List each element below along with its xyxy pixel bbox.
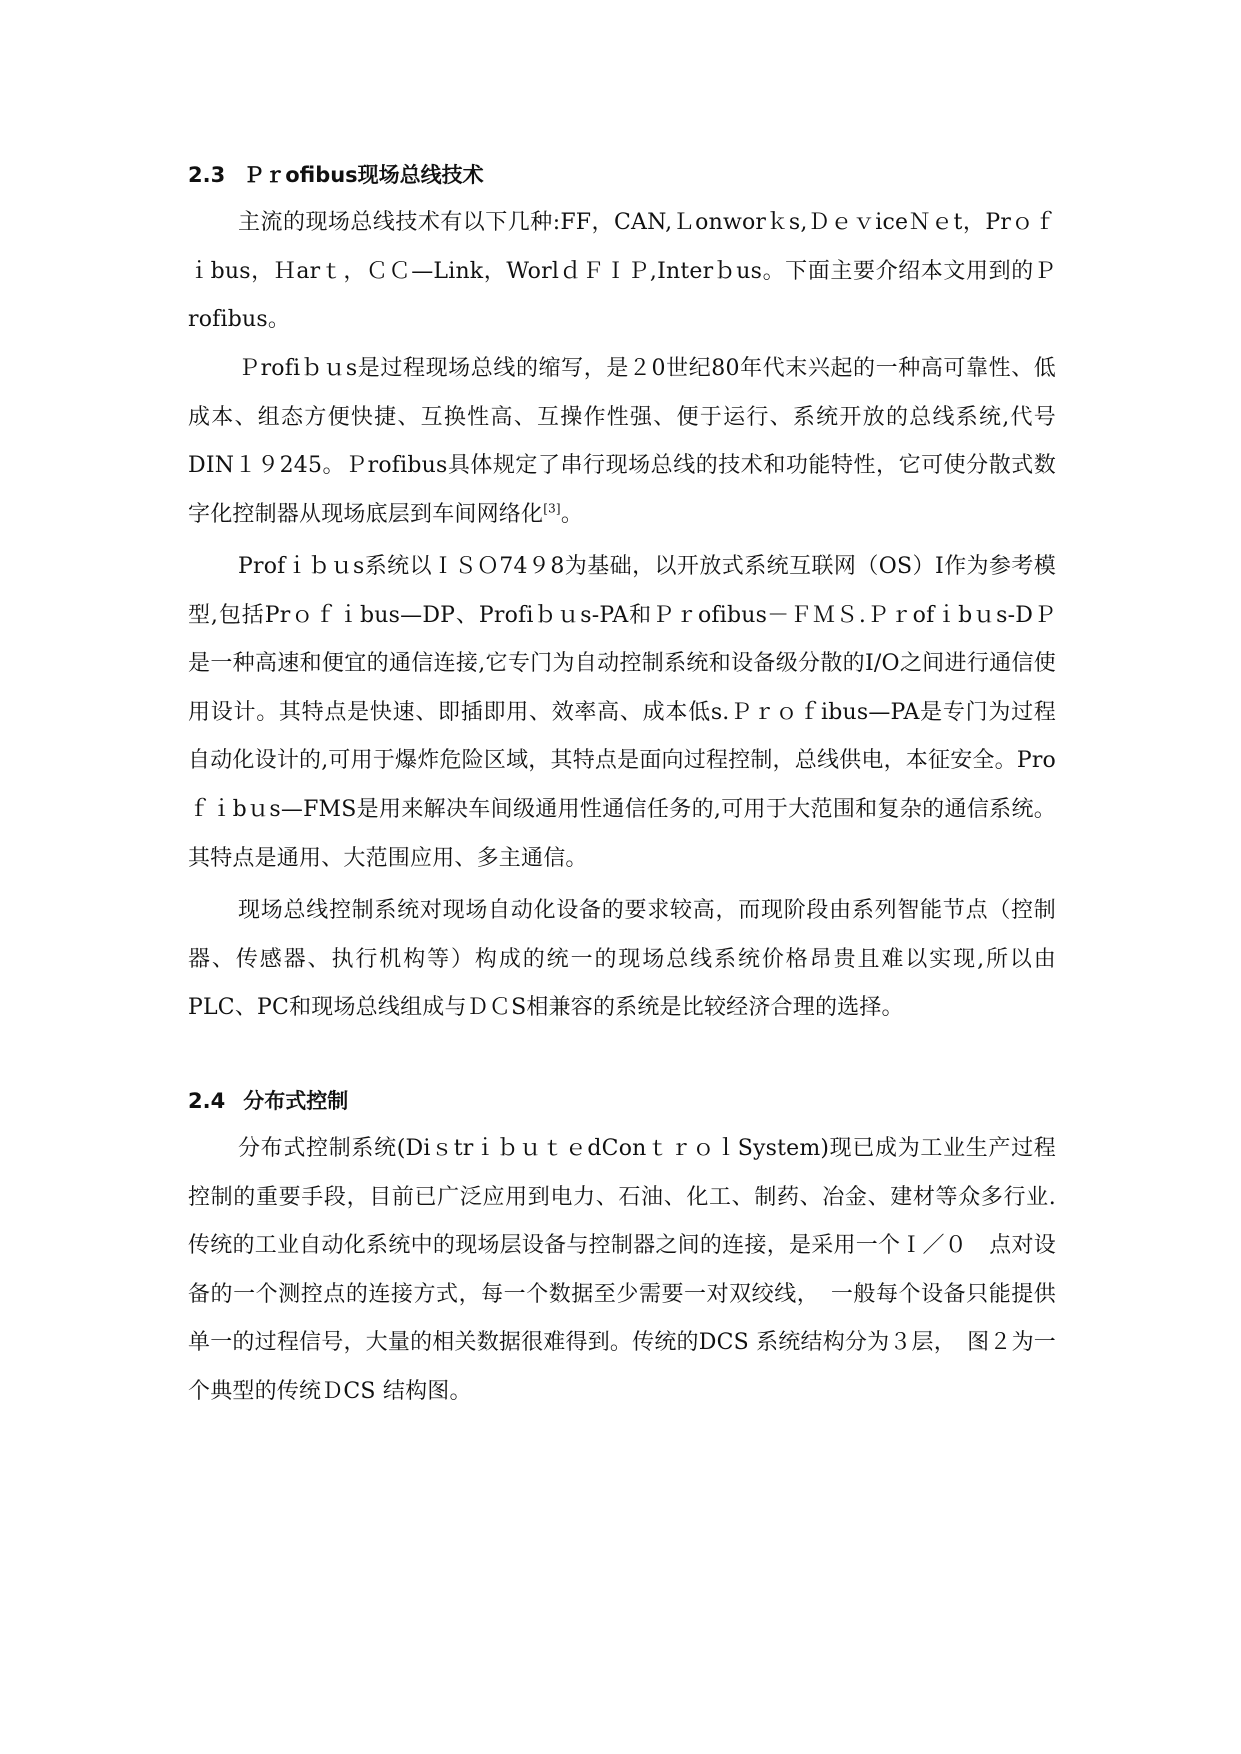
paragraph-fieldbus-control-system: 现场总线控制系统对现场自动化设备的要求较高，而现阶段由系列智能节点（控制器、传感器、执行机构等）构成的统一的现场总线系统价格昂贵且难以实现,所以由PLC、PC和现场总线组成与ＤＣS相兼容的系统是比较经济合理的选择。: [188, 898, 1056, 1021]
citation-ref: [3]: [543, 501, 561, 516]
paragraph-end-mark: 。: [560, 501, 584, 527]
paragraph-text: Ｐrofiｂｕs是过程现场总线的缩写，是２0世纪80年代末兴起的一种高可靠性、低成本、组态方便快捷、互换性高、互操作性强、便于运行、系统开放的总线系统,代号DIN１９245。Ｐrofibus具体规定了串行现场总线的技术和功能特性，它可使分散式数字化控制器从现场底层到车间网络化: [188, 356, 1056, 527]
paragraph-profibus-definition: [188, 345, 1056, 539]
paragraph-fieldbus-types: 主流的现场总线技术有以下几种:FF，CAN,Ｌonworｋs,ＤｅｖiceＮｅt，Prｏｆｉbus，Ｈarｔ，ＣＣ—Link，WorlｄＦＩＰ,Interｂus。下面主要介绍本文用到的Ｐrofibus。: [188, 210, 1056, 333]
section-number: 2.3: [188, 163, 226, 187]
paragraph-profibus-variants: Profｉｂｕs系统以ＩＳＯ74９8为基础，以开放式系统互联网（OS）I作为参考模型,包括Prｏｆｉbus—DP、Profiｂｕs-PA和Ｐｒofibus－ＦＭＳ.Ｐｒofｉbｕs-DＰ是一种高速和便宜的通信连接,它专门为自动控制系统和设备级分散的I/O之间进行通信使用设计。其特点是快速、即插即用、效率高、成本低s.Ｐｒｏｆibus—PA是专门为过程自动化设计的,可用于爆炸危险区域，其特点是面向过程控制，总线供电，本征安全。Proｆｉbｕs—FMS是用来解决车间级通用性通信任务的,可用于大范围和复杂的通信系统。其特点是通用、大范围应用、多主通信。: [188, 554, 1056, 871]
section-heading-2-3: [188, 160, 484, 190]
section-title: 分布式控制: [243, 1089, 349, 1113]
section-title: Ｐｒofibus现场总线技术: [243, 163, 484, 187]
paragraph-distributed-control: 分布式控制系统(DiｓtrｉｂｕｔｅdConｔｒｏｌSystem)现已成为工业生产过程控制的重要手段，目前已广泛应用到电力、石油、化工、制药、冶金、建材等众多行业.传统的工业自动化系统中的现场层设备与控制器之间的连接，是采用一个Ｉ／０ 点对设备的一个测控点的连接方式，每一个数据至少需要一对双绞线， 一般每个设备只能提供单一的过程信号，大量的相关数据很难得到。传统的DCS 系统结构分为３层， 图２为一个典型的传统ＤCS 结构图。: [188, 1136, 1056, 1404]
section-heading-2-4: [188, 1086, 348, 1116]
section-number: 2.4: [188, 1089, 226, 1113]
